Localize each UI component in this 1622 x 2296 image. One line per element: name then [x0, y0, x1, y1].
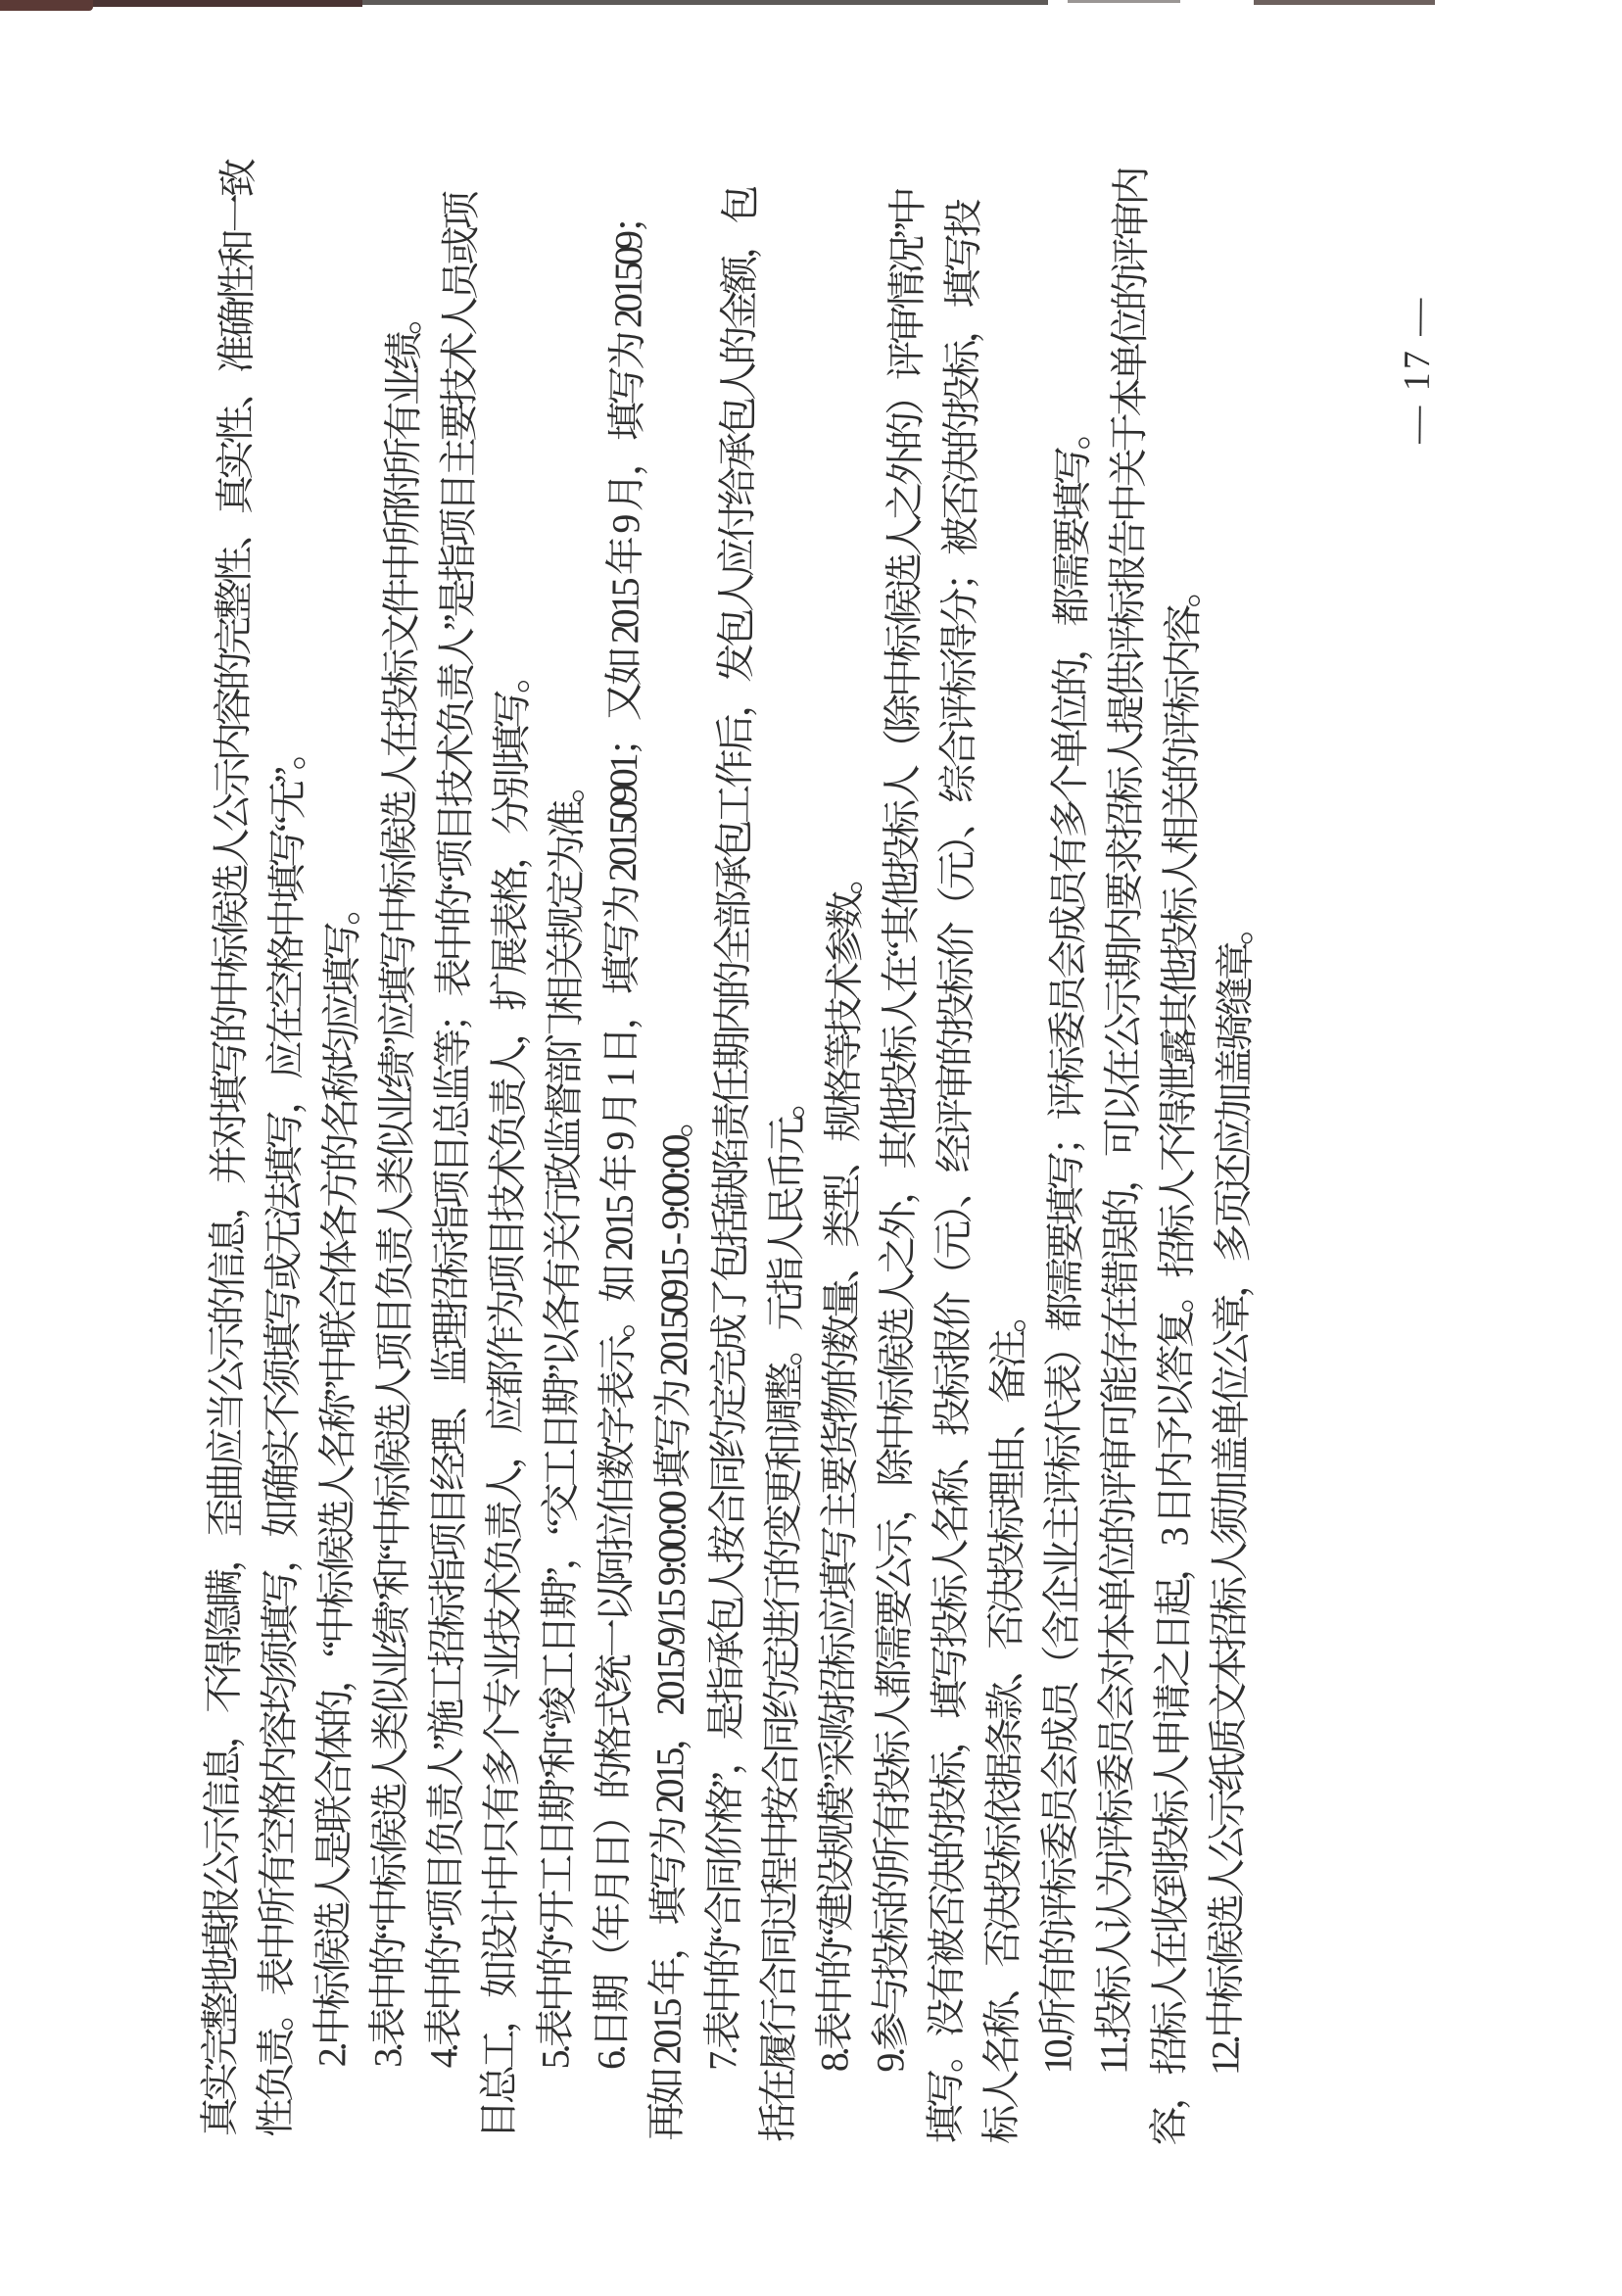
document-text-block [192, 161, 1271, 2146]
text-line-8: 6.日期（年月日）的格式统一以阿拉伯数字表示。如 2015 年 9 月 1 日，填写为 20150901；又如 2015 年 9 月，填写为 201509； [589, 198, 651, 2071]
scan-artifact-top-right-edge [1254, 0, 1435, 5]
text-line-9: 再如 2015 年，填写为 2015，2015/9/15 9:00:00 填写为 20150915 - 9:00:00。 [644, 1102, 698, 2141]
text-line-18: 容，招标人在收到投标人申请之日起，3 日内予以答复。招标人不得泄露其他投标人相关的评标内容。 [1146, 572, 1206, 2146]
text-line-11: 括在履行合同过程中按合同约定进行的变更和调整。元指人民币元。 [755, 1083, 810, 2142]
rotated-document-sheet [4, 0, 1622, 2296]
text-line-13: 9.参与投标的所有投标人都需要公示，除中标候选人之外，其他投标人在“其他投标人（除中标候选人之外的）评审情况”中 [868, 190, 930, 2073]
text-line-16: 10.所有的评标委员会成员（含企业主评标代表）都需要填写；评标委员会成员有多个单位的，都需要填写。 [1035, 414, 1096, 2075]
text-line-4: 3.表中的“中标候选人类似业绩”和“中标候选人项目负责人类似业绩”应填写中标候选人在投标文件中所附所有业绩。 [365, 299, 427, 2068]
scan-artifact-top-edge [1068, 0, 1180, 3]
text-line-1: 真实完整地填报公示信息，不得隐瞒，歪曲应当公示的信息，并对填写的中标候选人公示内容的完整性、真实性、准确性和一致 [197, 161, 261, 2137]
text-line-7: 5.表中的“开工日期”和“竣工日期”，“交工日期”以各有关行政监督部门相关规定为准。 [533, 767, 591, 2070]
text-line-14: 填写。没有被否决的投标，填写投标人名称、投标报价（元）、经评审的投标价（元）、综合评标得分；被否决的投标，填写投 [923, 202, 986, 2144]
text-line-3: 2.中标候选人是联合体的，“中标候选人名称”中联合体各方的名称均应填写。 [310, 889, 365, 2068]
text-line-12: 8.表中的“建设规模”采购招标应填写主要货物的数量、类型、规格等技术参数。 [812, 859, 869, 2073]
text-line-19: 12.中标候选人公示纸质文本招标人须加盖单位公章，多页还应加盖骑缝章。 [1203, 909, 1259, 2077]
text-line-17: 11.投标人认为评标委员会对本单位的评审可能存在错误的，可以在公示期内要求招标人提供评标报告中关于本单位的评审内 [1091, 169, 1154, 2076]
text-line-15: 标人名称、否决投标依据条款、否决投标理由、备注。 [978, 1297, 1031, 2144]
page-number: — 17 — [1396, 295, 1439, 444]
text-line-10: 7.表中的“合同价格”，是指承包人按合同约定完成了包括缺陷责任期内的全部承包工作后，发包人应付给承包人的金额，包 [700, 188, 763, 2072]
text-line-5: 4.表中的“项目负责人”施工招标指项目经理、监理招标指项目总监等；表中的“项目技术负责人”是指项目主要技术人员或项 [421, 194, 484, 2069]
text-line-2: 性负责。表中所有空格内容均须填写，如确实不须填写或无法填写，应在空格中填写“无”。 [253, 734, 311, 2137]
text-line-6: 目总工，如设计中只有多个专业技术负责人，应都作为项目技术负责人，扩展表格，分别填写。 [476, 657, 536, 2140]
